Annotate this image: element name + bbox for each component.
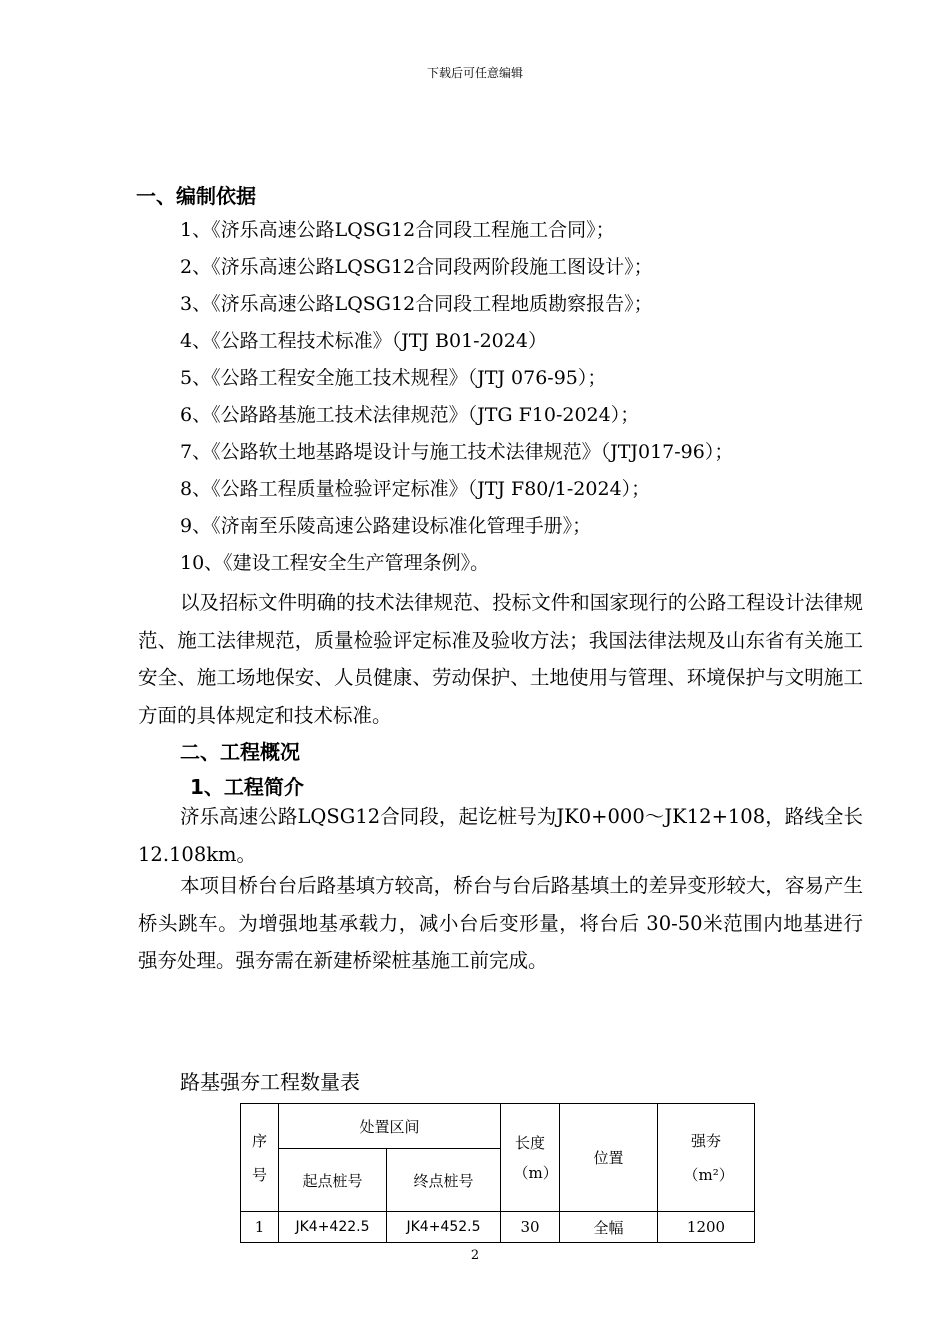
reference-item: 1、《济乐高速公路LQSG12合同段工程施工合同》； [180, 219, 615, 241]
reference-list [180, 212, 733, 582]
header-start: 起点桩号 [279, 1149, 387, 1212]
cell-length: 30 [501, 1212, 560, 1243]
reference-item: 10、《建设工程安全生产管理条例》。 [180, 552, 490, 574]
reference-item: 4、《公路工程技术标准》（JTJ B01-2024） [180, 330, 547, 352]
table-title: 路基强夯工程数量表 [180, 1070, 360, 1094]
table-row [241, 1212, 755, 1243]
header-range: 处置区间 [279, 1104, 501, 1149]
header-seq: 序号 [241, 1104, 279, 1212]
section2-subheading: 1、工程简介 [190, 775, 304, 799]
cell-position: 全幅 [560, 1212, 658, 1243]
reference-item: 9、《济南至乐陵高速公路建设标准化管理手册》； [180, 515, 592, 537]
project-detail-paragraph: 本项目桥台台后路基填方较高，桥台与台后路基填土的差异变形较大，容易产生桥头跳车。为增强地基承载力，减小台后变形量，将台后 30-50米范围内地基进行强夯处理。强夯需在新建桥梁桩基施工前完成。 [138, 874, 863, 972]
reference-item: 8、《公路工程质量检验评定标准》（JTJ F80/1-2024）； [180, 478, 651, 500]
cell-seq: 1 [241, 1212, 279, 1243]
section1-paragraph: 以及招标文件明确的技术法律规范、投标文件和国家现行的公路工程设计法律规范、施工法律规范，质量检验评定标准及验收方法；我国法律法规及山东省有关施工安全、施工场地保安、人员健康、劳动保护、土地使用与管理、环境保护与文明施工方面的具体规定和技术标准。 [138, 591, 863, 727]
quantity-table [240, 1103, 755, 1243]
project-intro-paragraph: 济乐高速公路LQSG12合同段，起讫桩号为JK0+000～JK12+108，路线全长12.108km。 [138, 805, 863, 866]
reference-item: 6、《公路路基施工技术法律规范》（JTG F10-2024）； [180, 404, 640, 426]
reference-item: 2、《济乐高速公路LQSG12合同段两阶段施工图设计》； [180, 256, 653, 278]
reference-item: 7、《公路软土地基路堤设计与施工技术法律规范》（JTJ017-96）； [180, 441, 734, 463]
cell-start: JK4+422.5 [279, 1212, 387, 1243]
header-compaction: 强夯（m²） [658, 1104, 755, 1212]
reference-item: 5、《公路工程安全施工技术规程》（JTJ 076-95）； [180, 367, 607, 389]
page-header: 下载后可任意编辑 [426, 66, 523, 80]
section1-heading: 一、编制依据 [136, 184, 256, 208]
page-number: 2 [470, 1248, 480, 1263]
header-length: 长度（m） [501, 1104, 560, 1212]
header-end: 终点桩号 [387, 1149, 501, 1212]
cell-compaction: 1200 [658, 1212, 755, 1243]
section2-heading: 二、工程概况 [180, 740, 300, 764]
reference-item: 3、《济乐高速公路LQSG12合同段工程地质勘察报告》； [180, 293, 653, 315]
cell-end: JK4+452.5 [387, 1212, 501, 1243]
header-position: 位置 [560, 1104, 658, 1212]
